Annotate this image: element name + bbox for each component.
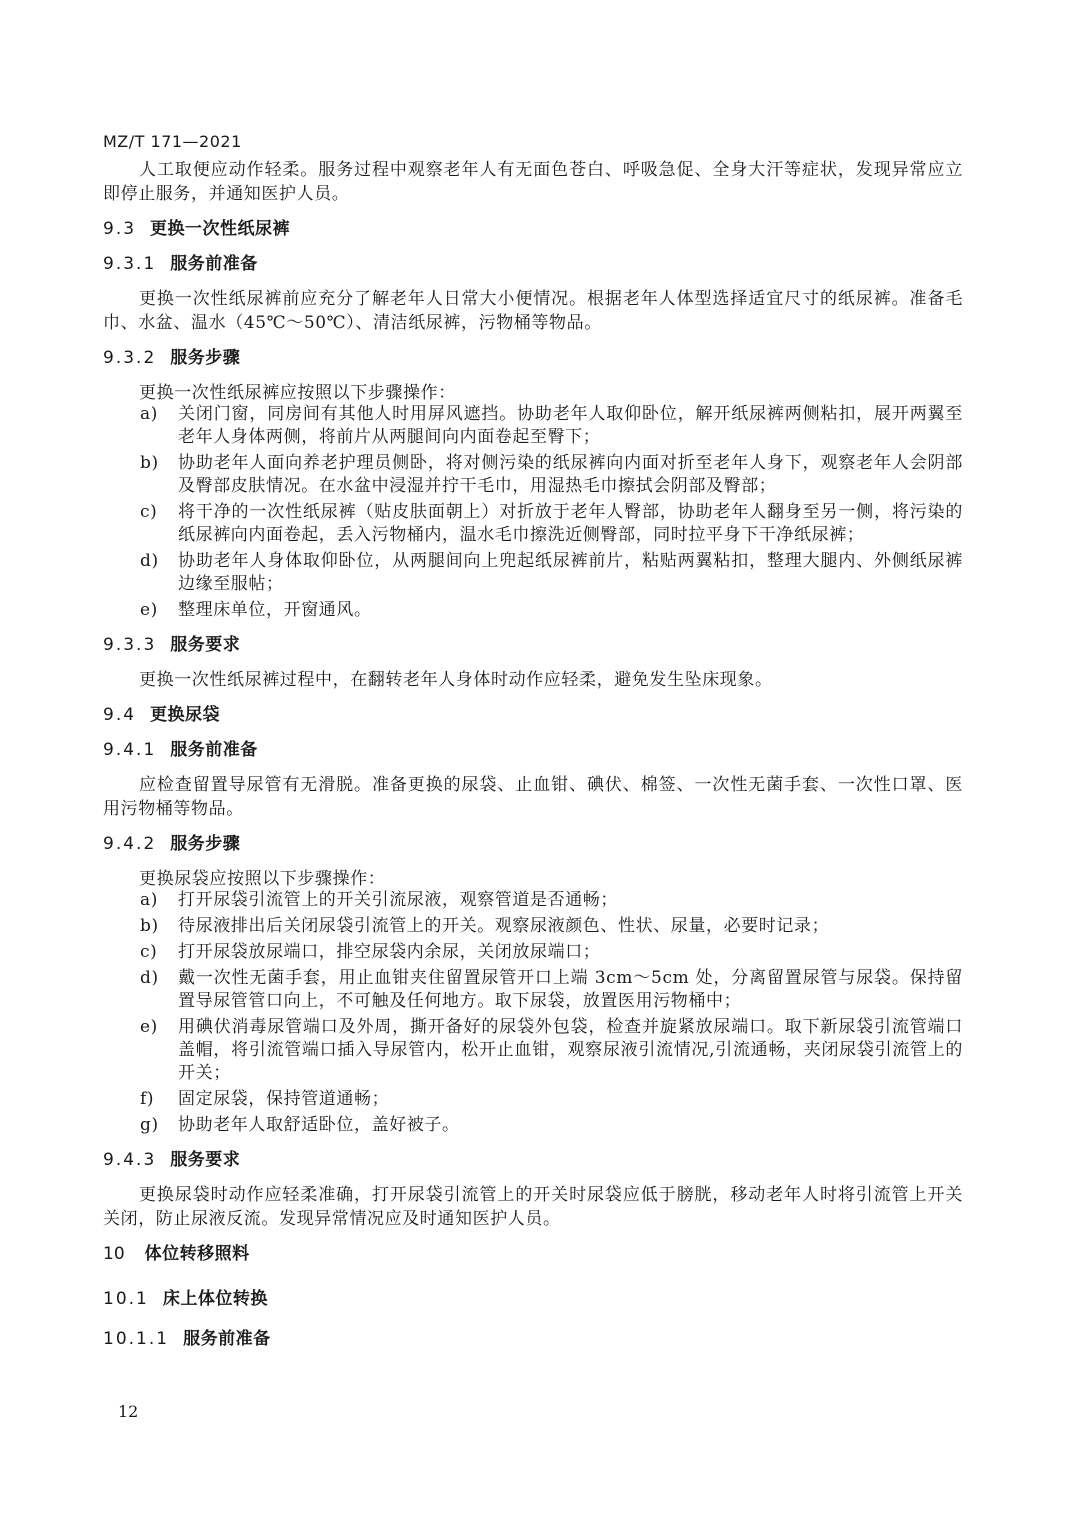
section-number: 10 — [103, 1244, 125, 1264]
list-item-text: 打开尿袋放尿端口，排空尿袋内余尿，关闭放尿端口； — [178, 942, 601, 962]
list-marker: a) — [140, 404, 158, 424]
section-number: 9.3 — [103, 219, 137, 239]
section-heading — [103, 703, 963, 727]
list-marker: b) — [140, 453, 159, 473]
list-item-text: 关闭门窗，同房间有其他人时用屏风遮挡。协助老年人取仰卧位，解开纸尿裤两侧粘扣，展开两翼至老年人身体两侧，将前片从两腿间向内面卷起至臀下； — [178, 404, 963, 447]
page-number: 12 — [118, 1402, 139, 1421]
list-marker: c) — [140, 942, 158, 962]
section-title: 床上体位转换 — [162, 1289, 268, 1309]
list-intro-paragraph: 更换一次性纸尿裤应按照以下步骤操作： — [139, 383, 456, 403]
section-number: 9.4.1 — [103, 740, 157, 760]
list-item-text: 用碘伏消毒尿管端口及外周，撕开备好的尿袋外包袋，检查并旋紧放尿端口。取下新尿袋引流管端口盖帽，将引流管端口插入导尿管内，松开止血钳，观察尿液引流情况,引流通畅，夹闭尿袋引流管上的开关； — [178, 1017, 963, 1083]
section-number: 9.3.1 — [103, 254, 157, 274]
list-item-text: 待尿液排出后关闭尿袋引流管上的开关。观察尿液颜色、性状、尿量，必要时记录； — [178, 916, 830, 936]
section-heading — [103, 1242, 963, 1266]
section-title: 服务前准备 — [170, 254, 258, 274]
section-title: 服务要求 — [170, 1150, 241, 1170]
list-item-text: 协助老年人身体取仰卧位，从两腿间向上兜起纸尿裤前片，粘贴两翼粘扣，整理大腿内、外侧纸尿裤边缘至服帖； — [178, 551, 963, 594]
document-body — [103, 158, 963, 1362]
section-title: 服务步骤 — [170, 834, 241, 854]
paragraph: 人工取便应动作轻柔。服务过程中观察老年人有无面色苍白、呼吸急促、全身大汗等症状，发现异常应立即停止服务，并通知医护人员。 — [103, 160, 963, 204]
list-item — [103, 452, 963, 498]
section-number: 9.3.2 — [103, 348, 157, 368]
list-item — [103, 501, 963, 547]
list-item-text: 将干净的一次性纸尿裤（贴皮肤面朝上）对折放于老年人臀部，协助老年人翻身至另一侧，将污染的纸尿裤向内面卷起，丢入污物桶内，温水毛巾擦洗近侧臀部，同时拉平身下干净纸尿裤； — [178, 502, 963, 545]
section-heading — [103, 1327, 963, 1351]
step-list — [103, 403, 963, 622]
list-item-text: 协助老年人面向养老护理员侧卧，将对侧污染的纸尿裤向内面对折至老年人身下，观察老年人会阴部及臀部皮肤情况。在水盆中浸湿并拧干毛巾，用湿热毛巾擦拭会阴部及臀部； — [178, 453, 963, 496]
section-heading — [103, 252, 963, 276]
step-list — [103, 889, 963, 1137]
list-marker: g) — [140, 1115, 159, 1135]
section-number: 9.3.3 — [103, 635, 157, 655]
section-number: 9.4.2 — [103, 834, 157, 854]
paragraph: 应检查留置导尿管有无滑脱。准备更换的尿袋、止血钳、碘伏、棉签、一次性无菌手套、一次性口罩、医用污物桶等物品。 — [103, 775, 963, 819]
list-item — [103, 1088, 963, 1111]
list-item — [103, 889, 963, 912]
document-header: MZ/T 171—2021 — [103, 132, 242, 151]
section-title: 体位转移照料 — [144, 1244, 250, 1264]
list-item-text: 整理床单位，开窗通风。 — [178, 600, 372, 620]
section-heading — [103, 1287, 963, 1311]
section-title: 更换一次性纸尿裤 — [150, 219, 291, 239]
section-number: 10.1.1 — [103, 1329, 170, 1349]
list-marker: f) — [140, 1089, 155, 1109]
section-heading — [103, 633, 963, 657]
list-marker: e) — [140, 1017, 158, 1037]
list-item — [103, 967, 963, 1013]
section-title: 服务前准备 — [170, 740, 258, 760]
section-number: 9.4 — [103, 705, 137, 725]
list-marker: c) — [140, 502, 158, 522]
list-item — [103, 915, 963, 938]
list-item — [103, 550, 963, 596]
list-marker: b) — [140, 916, 159, 936]
paragraph: 更换尿袋时动作应轻柔准确，打开尿袋引流管上的开关时尿袋应低于膀胱，移动老年人时将引流管上开关关闭，防止尿液反流。发现异常情况应及时通知医护人员。 — [103, 1185, 963, 1229]
section-heading — [103, 1148, 963, 1172]
section-title: 服务步骤 — [170, 348, 241, 368]
section-title: 服务前准备 — [183, 1329, 271, 1349]
section-number: 9.4.3 — [103, 1150, 157, 1170]
list-marker: a) — [140, 890, 158, 910]
section-heading — [103, 832, 963, 856]
list-marker: d) — [140, 551, 159, 571]
section-heading — [103, 738, 963, 762]
section-heading — [103, 217, 963, 241]
section-number: 10.1 — [103, 1289, 149, 1309]
list-intro-paragraph: 更换尿袋应按照以下步骤操作： — [139, 869, 386, 889]
list-item-text: 打开尿袋引流管上的开关引流尿液，观察管道是否通畅； — [178, 890, 618, 910]
list-item — [103, 403, 963, 449]
list-item-text: 戴一次性无菌手套，用止血钳夹住留置尿管开口上端 3cm～5cm 处，分离留置尿管与尿袋。保持留置导尿管管口向上，不可触及任何地方。取下尿袋，放置医用污物桶中； — [178, 968, 963, 1011]
list-item — [103, 1114, 963, 1137]
section-heading — [103, 346, 963, 370]
list-marker: d) — [140, 968, 159, 988]
section-title: 更换尿袋 — [150, 705, 221, 725]
section-title: 服务要求 — [170, 635, 241, 655]
list-item-text: 固定尿袋，保持管道通畅； — [178, 1089, 390, 1109]
list-item — [103, 941, 963, 964]
paragraph: 更换一次性纸尿裤前应充分了解老年人日常大小便情况。根据老年人体型选择适宜尺寸的纸尿裤。准备毛巾、水盆、温水（45℃～50℃）、清洁纸尿裤，污物桶等物品。 — [103, 289, 963, 333]
paragraph: 更换一次性纸尿裤过程中，在翻转老年人身体时动作应轻柔，避免发生坠床现象。 — [139, 670, 773, 690]
list-item — [103, 1016, 963, 1085]
list-marker: e) — [140, 600, 158, 620]
list-item — [103, 599, 963, 622]
list-item-text: 协助老年人取舒适卧位，盖好被子。 — [178, 1115, 460, 1135]
